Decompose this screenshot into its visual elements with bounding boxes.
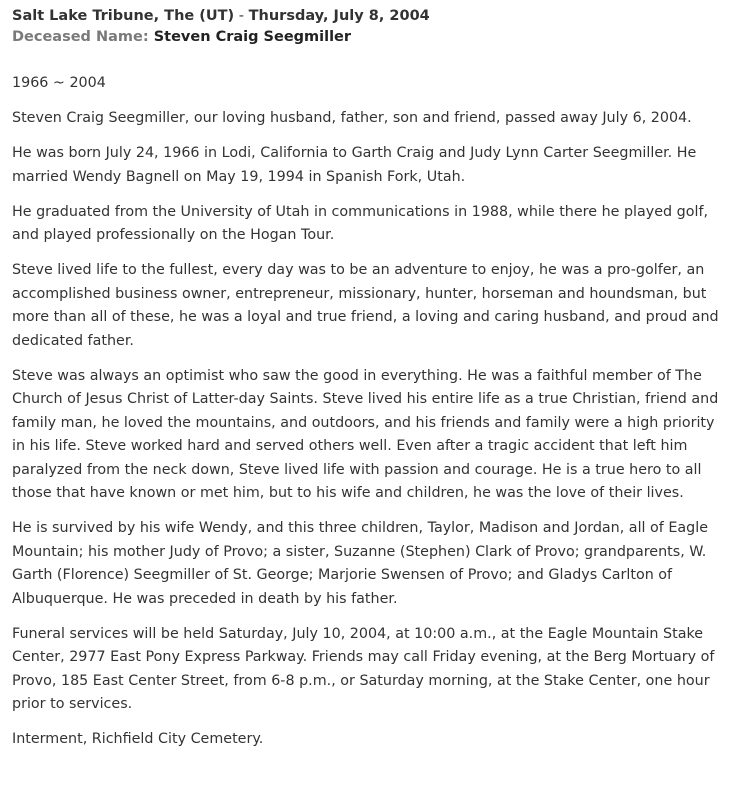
deceased-name-label: Deceased Name: (12, 29, 149, 45)
publication-date: Thursday, July 8, 2004 (248, 8, 430, 24)
paragraph: He is survived by his wife Wendy, and this three children, Taylor, Madison and Jordan, all of Eagle Mountain; his mother Judy of Provo; a sister, Suzanne (Stephen) Clark of Provo; grandparents, W. Garth (Florence) Seegmiller of St. George; Marjorie Swensen of Provo; and Gladys Carlton of Albuquerque. He was preceded in death by his father. (12, 520, 709, 607)
paragraph-years: 1966 ~ 2004 (12, 75, 106, 91)
publication-separator: - (234, 8, 249, 24)
paragraph: Funeral services will be held Saturday, July 10, 2004, at 10:00 a.m., at the Eagle Mountain Stake Center, 2977 East Pony Express Parkway. Friends may call Friday evening, at the Berg Mortuary of Provo, 185 East Center Street, from 6-8 p.m., or Saturday morning, at the Stake Center, one hour prior to services. (12, 625, 715, 712)
obituary-body (12, 72, 721, 752)
paragraph: Steve lived life to the fullest, every day was to be an adventure to enjoy, he was a pro-golfer, an accomplished business owner, entrepreneur, missionary, hunter, horseman and houndsman, but more than all of these, he was a loyal and true friend, a loving and caring husband, and proud and dedicated father. (12, 262, 719, 349)
deceased-name-value: Steven Craig Seegmiller (153, 29, 352, 45)
paragraph-interment: Interment, Richfield City Cemetery. (12, 731, 264, 747)
paragraph: Steven Craig Seegmiller, our loving husband, father, son and friend, passed away July 6, 2004. (12, 110, 692, 126)
paragraph: He was born July 24, 1966 in Lodi, California to Garth Craig and Judy Lynn Carter Seegmiller. He married Wendy Bagnell on May 19, 1994 in Spanish Fork, Utah. (12, 145, 697, 185)
deceased-name-line (12, 27, 721, 48)
publication-name: Salt Lake Tribune, The (UT) (12, 8, 235, 24)
paragraph: He graduated from the University of Utah in communications in 1988, while there he played golf, and played professionally on the Hogan Tour. (12, 203, 709, 243)
paragraph: Steve was always an optimist who saw the good in everything. He was a faithful member of The Church of Jesus Christ of Latter-day Saints. Steve lived his entire life as a true Christian, friend and family man, he loved the mountains, and outdoors, and his friends and family were a high priority in his life. Steve worked hard and served others well. Even after a tragic accident that left him paralyzed from the neck down, Steve lived life with passion and courage. He is a true hero to all those that have known or met him, but to his wife and children, he was the love of their lives. (12, 367, 719, 501)
publication-line (12, 6, 721, 27)
